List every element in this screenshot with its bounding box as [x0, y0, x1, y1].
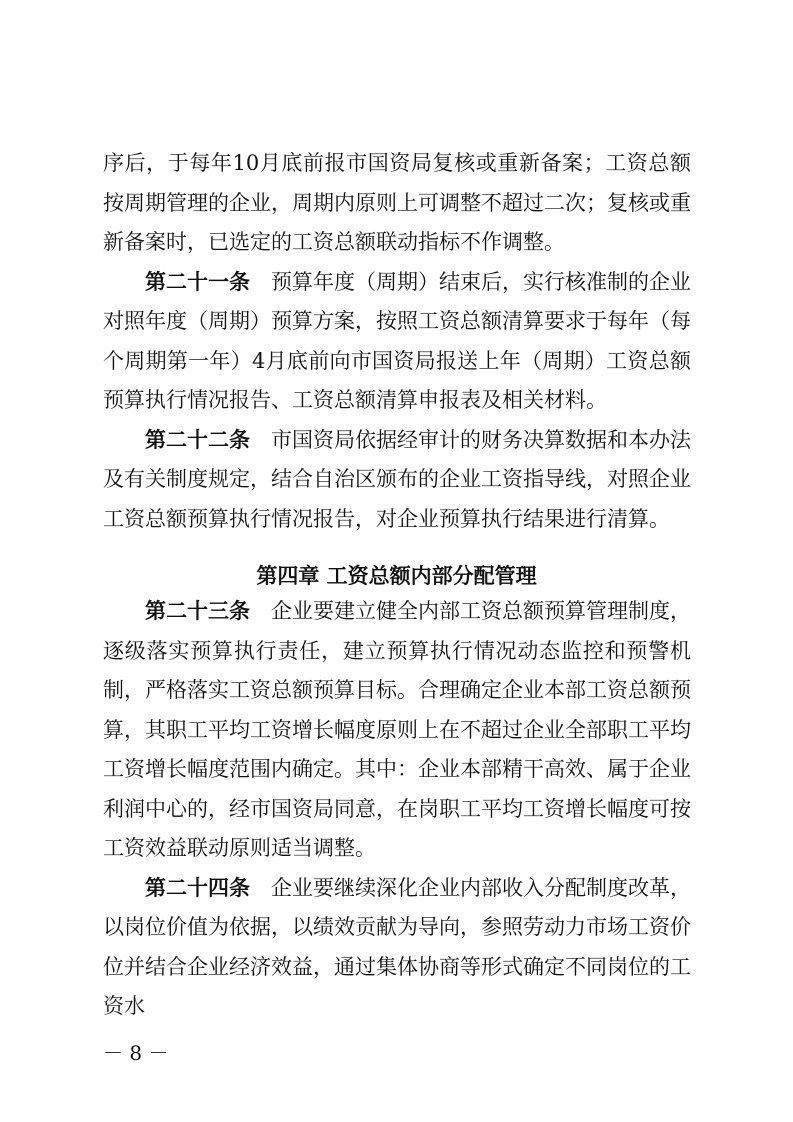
article-23 [103, 592, 691, 869]
article-21 [103, 263, 691, 421]
article-21-number: 第二十一条 [145, 269, 250, 294]
section-lower [103, 592, 691, 1027]
article-24 [103, 869, 691, 1027]
article-22 [103, 421, 691, 540]
article-24-text: 企业要继续深化企业内部收入分配制度改革，以岗位价值为依据，以绩效贡献为导向，参照劳动力市场工资价位并结合企业经济效益，通过集体协商等形式确定不同岗位的工资水 [103, 875, 691, 1018]
article-23-text: 企业要建立健全内部工资总额预算管理制度，逐级落实预算执行责任，建立预算执行情况动态监控和预警机制，严格落实工资总额预算目标。合理确定企业本部工资总额预算，其职工平均工资增长幅度原则上在不超过企业全部职工平均工资增长幅度范围内确定。其中：企业本部精干高效、属于企业利润中心的，经市国资局同意，在岗职工平均工资增长幅度可按工资效益联动原则适当调整。 [103, 599, 691, 860]
article-23-number: 第二十三条 [145, 599, 250, 623]
page-number: － 8 － [103, 1041, 169, 1065]
article-24-number: 第二十四条 [145, 875, 250, 900]
article-22-number: 第二十二条 [145, 427, 250, 452]
article-22-text: 市国资局依据经审计的财务决算数据和本办法及有关制度规定，结合自治区颁布的企业工资指导线，对照企业工资总额预算执行情况报告，对企业预算执行结果进行清算。 [103, 427, 691, 531]
section-upper [103, 144, 691, 539]
paragraph-continuation: 序后，于每年10月底前报市国资局复核或重新备案；工资总额按周期管理的企业，周期内原则上可调整不超过二次；复核或重新备案时，已选定的工资总额联动指标不作调整。 [103, 151, 691, 254]
chapter-title: 第四章 工资总额内部分配管理 [256, 564, 537, 588]
article-21-text: 预算年度（周期）结束后，实行核准制的企业对照年度（周期）预算方案，按照工资总额清算要求于每年（每个周期第一年）4月底前向市国资局报送上年（周期）工资总额预算执行情况报告、工资总额清算申报表及相关材料。 [103, 269, 691, 412]
